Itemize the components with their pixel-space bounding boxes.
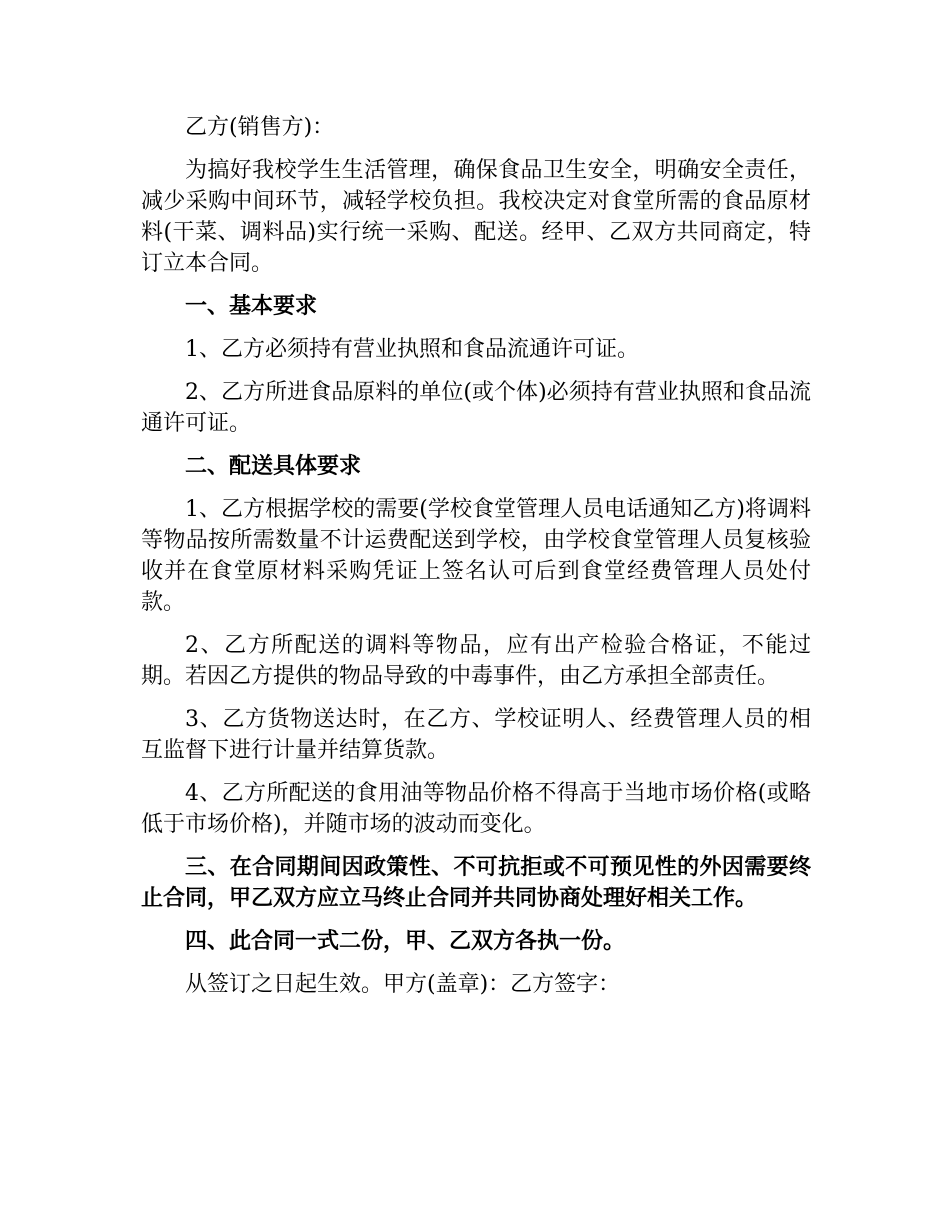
section-heading-basic-requirements: 一、基本要求 xyxy=(185,293,318,319)
clause-2-2: 2、乙方所配送的调料等物品，应有出产检验合格证，不能过期。若因乙方提供的物品导致的中毒事件，由乙方承担全部责任。 xyxy=(141,633,811,689)
clause-2-4: 4、乙方所配送的食用油等物品价格不得高于当地市场价格(或略低于市场价格)，并随市场的波动而变化。 xyxy=(141,781,811,837)
effective-signature-line: 从签订之日起生效。甲方(盖章)：乙方签字： xyxy=(185,972,621,997)
section-heading-copies: 四、此合同一式二份，甲、乙双方各执一份。 xyxy=(185,928,626,954)
document-page xyxy=(141,112,811,1012)
clause-2-1: 1、乙方根据学校的需要(学校食堂管理人员电话通知乙方)将调料等物品按所需数量不计运费配送到学校，由学校食堂管理人员复核验收并在食堂原材料采购凭证上签名认可后到食堂经费管理人员处付款。 xyxy=(141,497,811,615)
clause-1-2: 2、乙方所进食品原料的单位(或个体)必须持有营业执照和食品流通许可证。 xyxy=(141,380,811,436)
clause-2-3: 3、乙方货物送达时，在乙方、学校证明人、经费管理人员的相互监督下进行计量并结算货款。 xyxy=(141,707,811,763)
intro-paragraph: 为搞好我校学生生活管理，确保食品卫生安全，明确安全责任，减少采购中间环节，减轻学校负担。我校决定对食堂所需的食品原材料(干菜、调料品)实行统一采购、配送。经甲、乙双方共同商定，特订立本合同。 xyxy=(141,158,811,276)
clause-1-1: 1、乙方必须持有营业执照和食品流通许可证。 xyxy=(185,337,639,362)
party-b-line: 乙方(销售方)： xyxy=(185,115,335,140)
section-heading-delivery-requirements: 二、配送具体要求 xyxy=(185,453,362,479)
section-heading-termination: 三、在合同期间因政策性、不可抗拒或不可预见性的外因需要终止合同，甲乙双方应立马终止合同并共同协商处理好相关工作。 xyxy=(141,854,811,911)
